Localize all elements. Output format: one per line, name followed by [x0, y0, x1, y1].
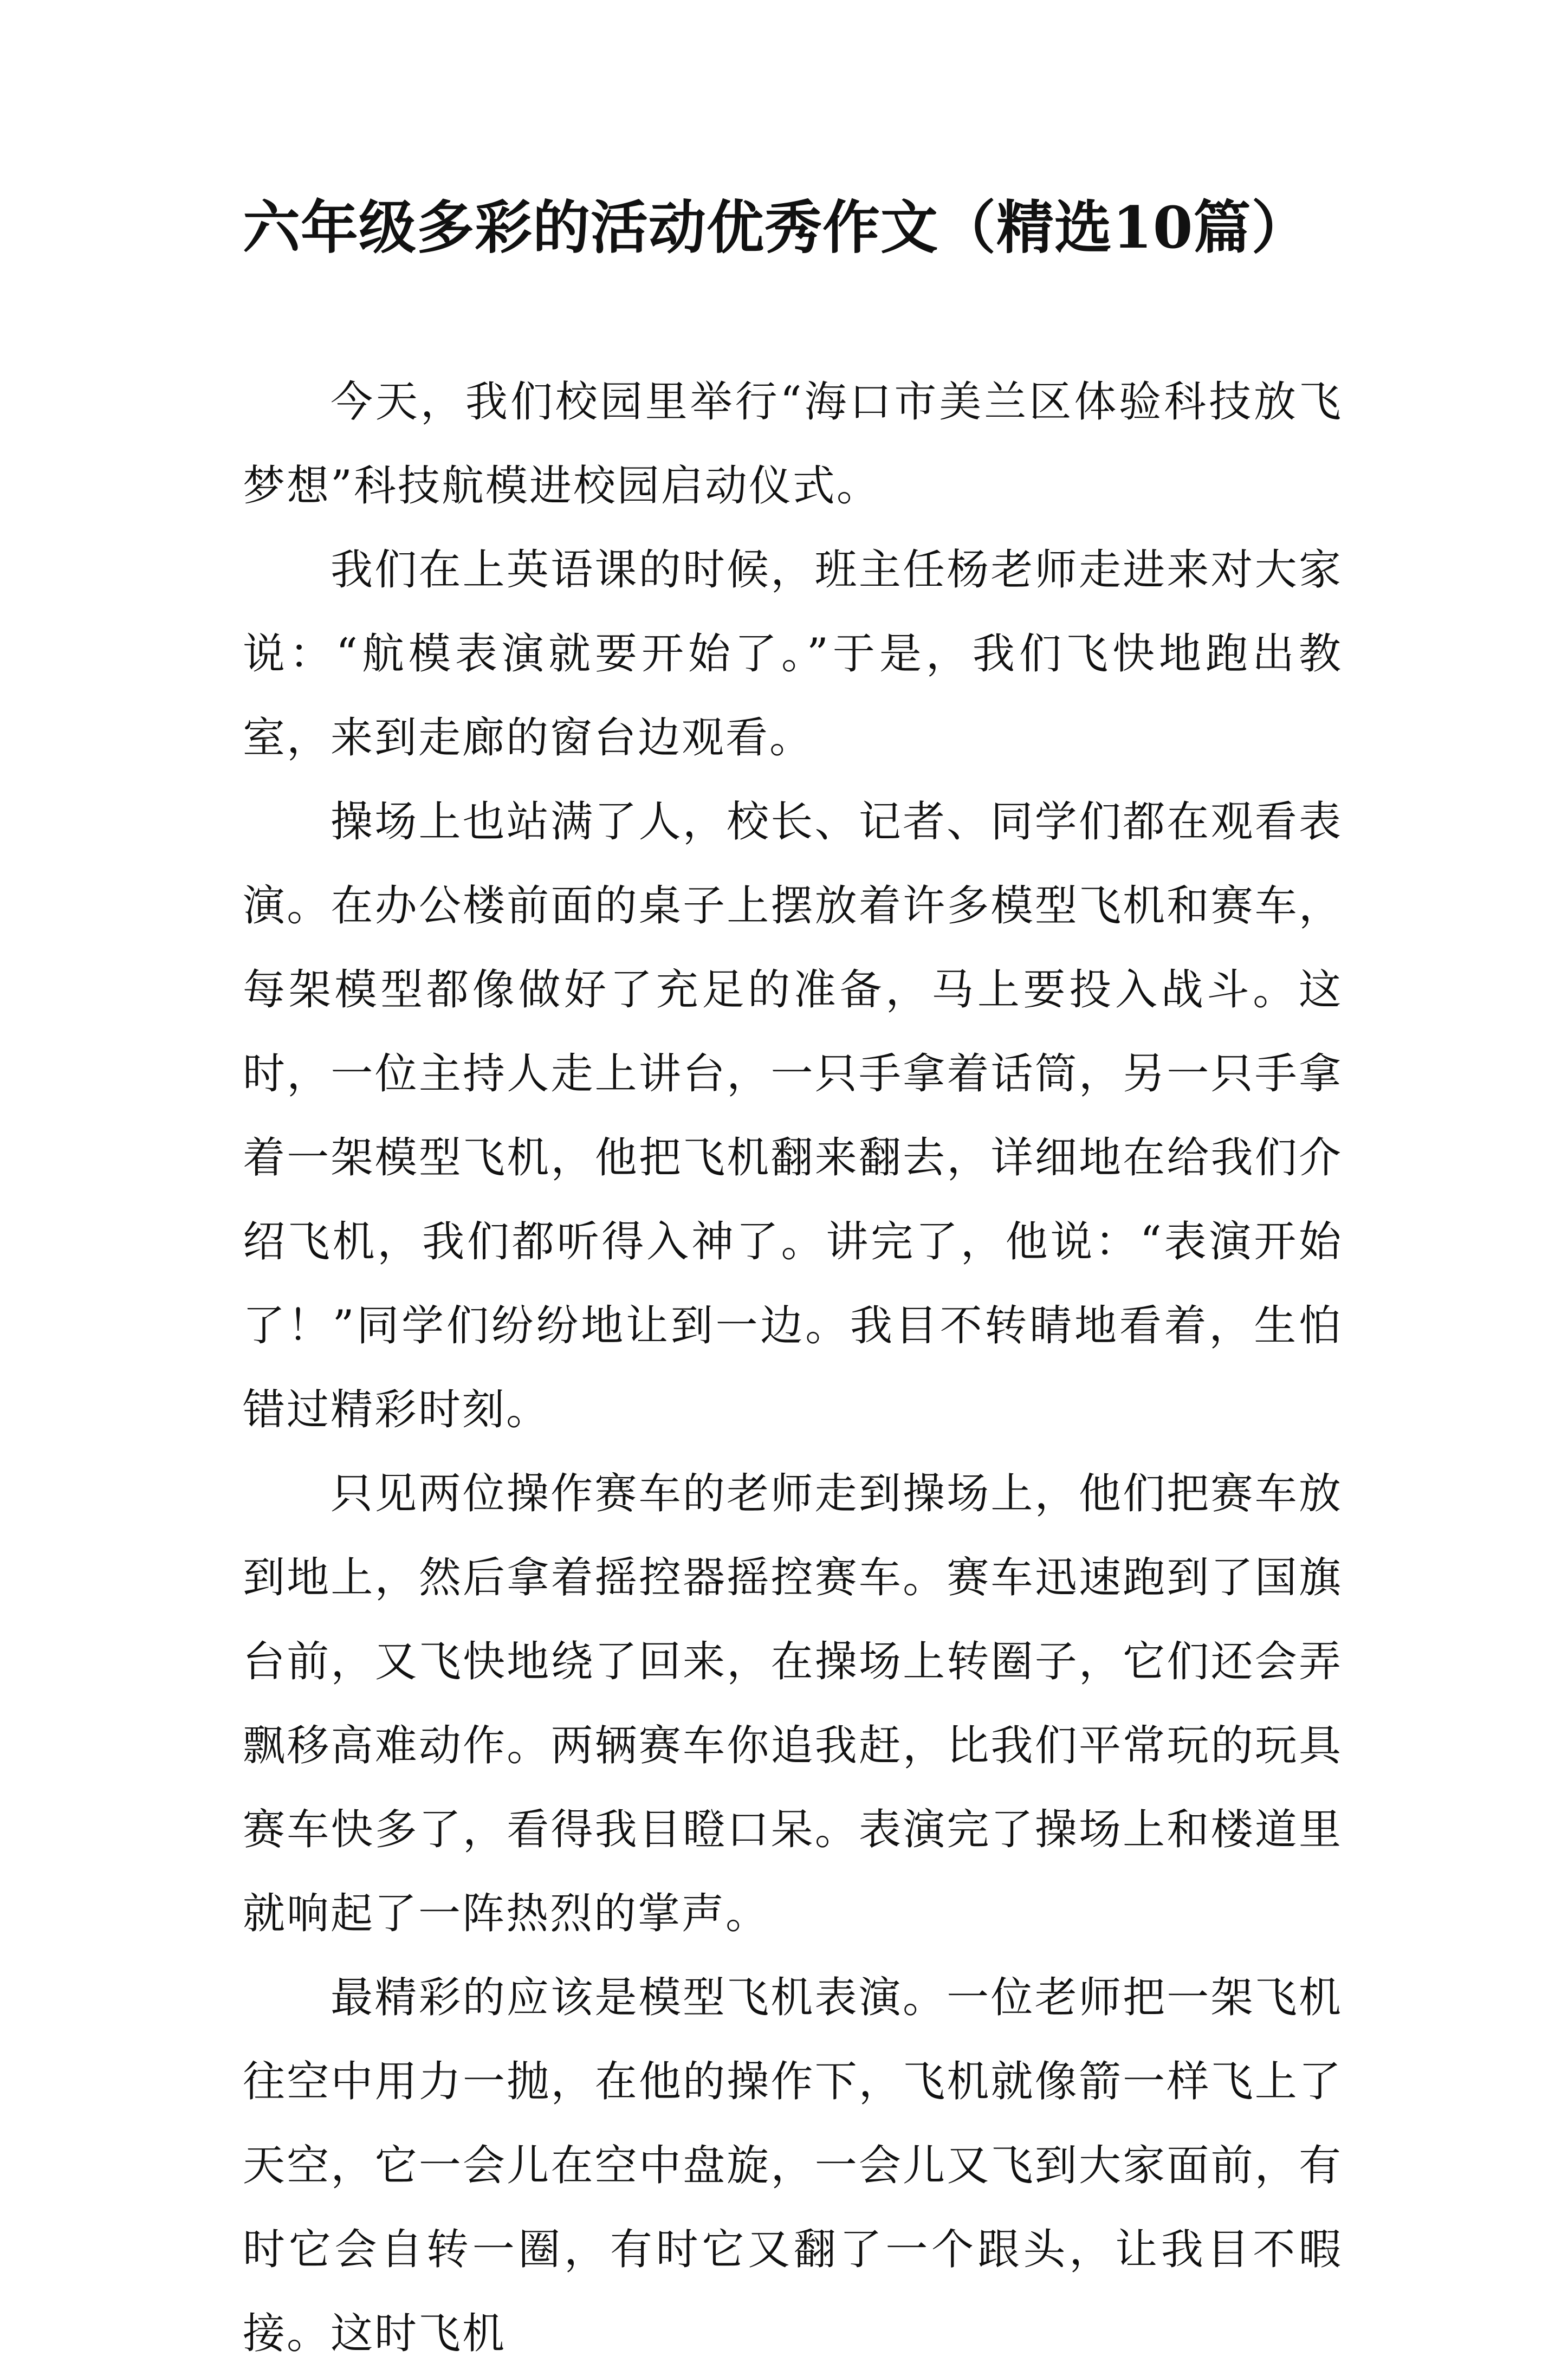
paragraph: 只见两位操作赛车的老师走到操场上，他们把赛车放到地上，然后拿着摇控器摇控赛车。赛车迅速跑到了国旗台前，又飞快地绕了回来，在操场上转圈子，它们还会弄飘移高难动作。两辆赛车你追我赶，比我们平常玩的玩具赛车快多了，看得我目瞪口呆。表演完了操场上和楼道里就响起了一阵热烈的掌声。 — [243, 1469, 1343, 1938]
article-body — [243, 360, 1343, 2376]
paragraph: 我们在上英语课的时候，班主任杨老师走进来对大家说：“航模表演就要开始了。”于是，我们飞快地跑出教室，来到走廊的窗台边观看。 — [243, 546, 1343, 762]
paragraph: 最精彩的应该是模型飞机表演。一位老师把一架飞机往空中用力一抛，在他的操作下，飞机就像箭一样飞上了天空，它一会儿在空中盘旋，一会儿又飞到大家面前，有时它会自转一圈，有时它又翻了一个跟头，让我目不暇接。这时飞机 — [243, 1973, 1343, 2358]
paragraph: 今天，我们校园里举行“海口市美兰区体验科技放飞梦想”科技航模进校园启动仪式。 — [243, 378, 1343, 510]
paragraph: 操场上也站满了人，校长、记者、同学们都在观看表演。在办公楼前面的桌子上摆放着许多模型飞机和赛车，每架模型都像做好了充足的准备，马上要投入战斗。这时，一位主持人走上讲台，一只手拿着话筒，另一只手拿着一架模型飞机，他把飞机翻来翻去，详细地在给我们介绍飞机，我们都听得入神了。讲完了，他说：“表演开始了！”同学们纷纷地让到一边。我目不转睛地看着，生怕错过精彩时刻。 — [243, 798, 1343, 1434]
page-title: 六年级多彩的活动优秀作文（精选10篇） — [243, 193, 1310, 261]
